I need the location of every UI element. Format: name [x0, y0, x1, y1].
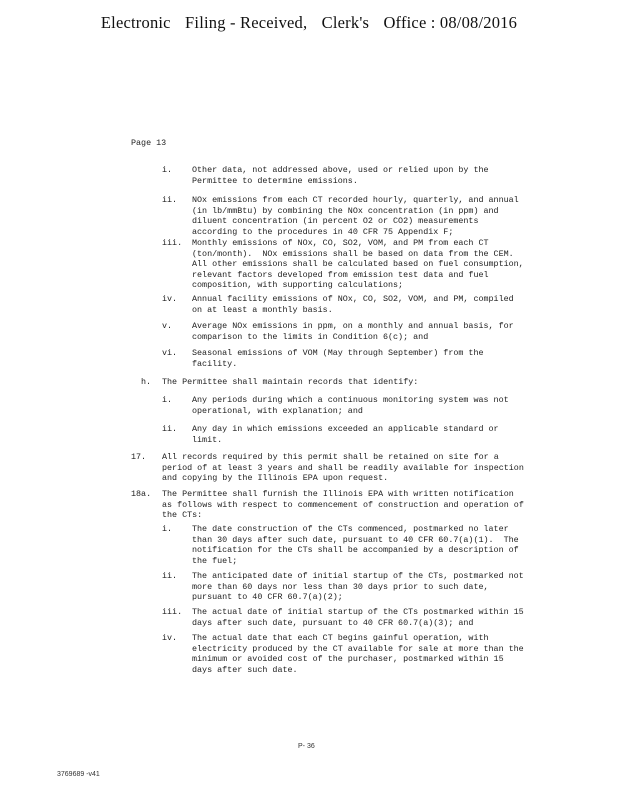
item-text: Seasonal emissions of VOM (May through September) from the facility.: [192, 348, 484, 369]
item-text: The actual date that each CT begins gainful operation, with electricity produced by the CT available for sale at more than the minimum or avoided cost of the purchaser, postmarked within 15 days after such date.: [192, 633, 524, 675]
item-marker: ii.: [162, 571, 178, 581]
header-part-3: Clerk's: [321, 13, 370, 32]
item-text: The actual date of initial startup of the CTs postmarked within 15 days after such date, pursuant to 40 CFR 60.7(a)(3); and: [192, 607, 524, 628]
item-marker: v.: [162, 321, 173, 331]
item-marker: 17.: [131, 452, 147, 462]
header-part-1: Electronic: [100, 13, 171, 32]
item-text: Average NOx emissions in ppm, on a monthly and annual basis, for comparison to the limits in Condition 6(c); and: [192, 321, 514, 342]
item-marker: 18a.: [131, 489, 152, 499]
item-text: The anticipated date of initial startup of the CTs, postmarked not more than 60 days nor less than 30 days prior to such date, pursuant to 40 CFR 60.7(a)(2);: [192, 571, 524, 603]
item-text: Other data, not addressed above, used or relied upon by the Permittee to determine emissions.: [192, 165, 489, 186]
item-text: The Permittee shall furnish the Illinois EPA with written notification as follows with respect to commencement of construction and operation of the CTs:: [162, 489, 524, 521]
item-text: The Permittee shall maintain records that identify:: [162, 377, 419, 387]
item-text: All records required by this permit shall be retained on site for a period of at least 3 years and shall be readily available for inspection and copying by the Illinois EPA upon request.: [162, 452, 524, 484]
item-marker: iii.: [162, 238, 183, 248]
item-text: NOx emissions from each CT recorded hourly, quarterly, and annual (in lb/mmBtu) by combining the NOx concentration (in ppm) and diluent concentration (in percent O2 or CO2) measurements according to the procedures in 40 CFR 75 Appendix F;: [192, 195, 519, 237]
page-number-footer: P- 36: [298, 743, 315, 750]
item-marker: i.: [162, 395, 173, 405]
header-part-2: Filing - Received,: [185, 13, 308, 32]
item-text: Annual facility emissions of NOx, CO, SO2, VOM, and PM, compiled on at least a monthly basis.: [192, 294, 514, 315]
item-marker: h.: [141, 377, 152, 387]
item-marker: vi.: [162, 348, 178, 358]
document-id: 3769689 -v41: [57, 771, 100, 778]
filing-header: [0, 13, 618, 33]
item-text: Monthly emissions of NOx, CO, SO2, VOM, and PM from each CT (ton/month). NOx emissions shall be based on data from the CEM. All other emissions shall be calculated based on fuel consumption, relevant factors developed from emission test data and fuel composition, with supporting calculations;: [192, 238, 524, 291]
item-marker: iv.: [162, 294, 178, 304]
item-text: Any periods during which a continuous monitoring system was not operational, with explanation; and: [192, 395, 509, 416]
item-text: Any day in which emissions exceeded an applicable standard or limit.: [192, 424, 499, 445]
item-marker: ii.: [162, 195, 178, 205]
item-marker: iii.: [162, 607, 183, 617]
item-marker: iv.: [162, 633, 178, 643]
item-marker: i.: [162, 165, 173, 175]
item-text: The date construction of the CTs commenced, postmarked no later than 30 days after such date, pursuant to 40 CFR 60.7(a)(1). The notification for the CTs shall be accompanied by a description of the fuel;: [192, 524, 519, 566]
item-marker: ii.: [162, 424, 178, 434]
item-marker: i.: [162, 524, 173, 534]
page-label: Page 13: [131, 138, 167, 148]
header-part-4: Office : 08/08/2016: [383, 13, 518, 32]
